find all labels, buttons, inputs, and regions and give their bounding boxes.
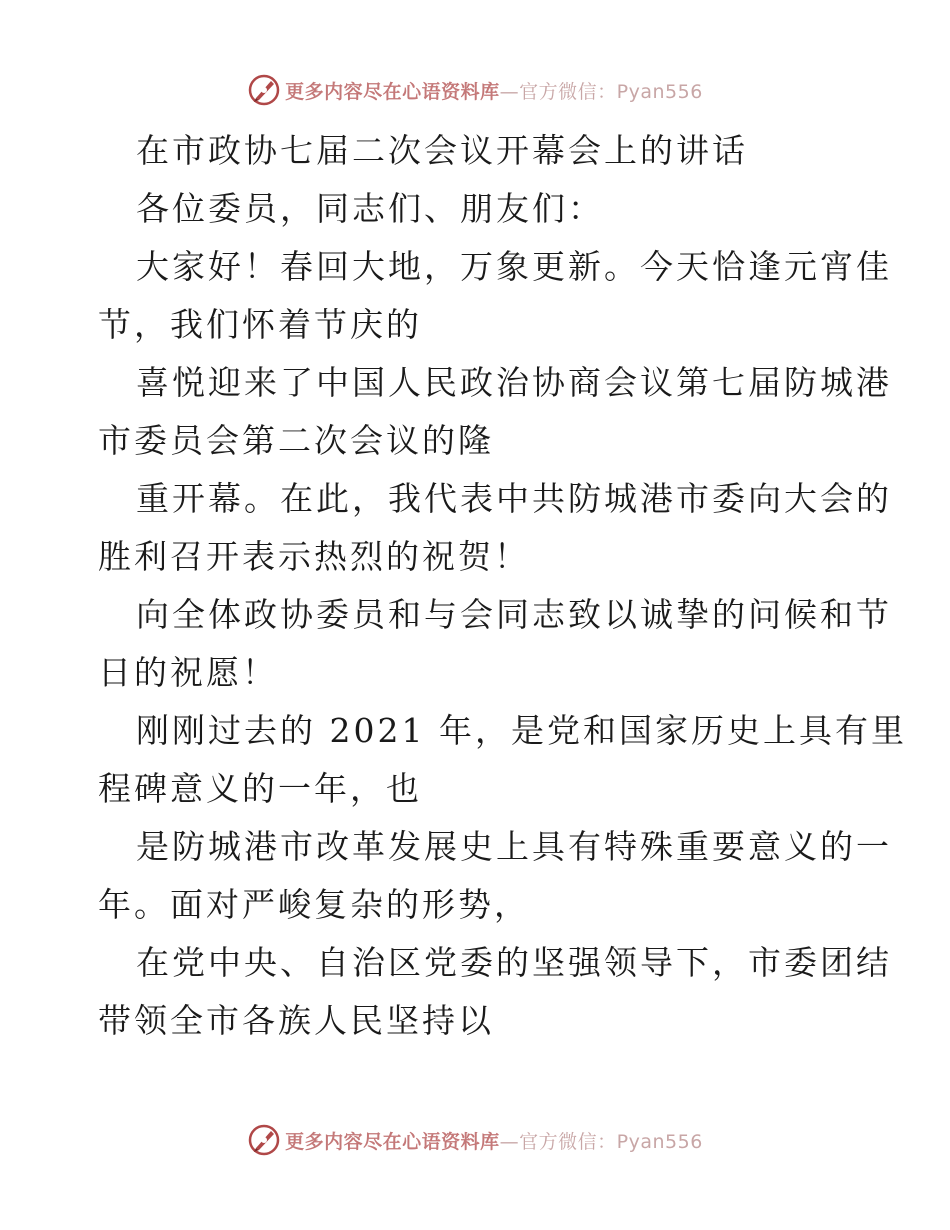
header-banner — [0, 70, 950, 110]
quill-pen-logo-icon — [247, 1123, 281, 1157]
paragraph-line: 向全体政协委员和与会同志致以诚挚的问候和节 — [136, 595, 892, 634]
footer-separator: — — [499, 1130, 520, 1153]
header-banner-text — [285, 77, 703, 104]
header-separator: — — [499, 80, 520, 103]
paragraph-line: 年。面对严峻复杂的形势， — [98, 885, 530, 924]
footer-banner — [0, 1120, 950, 1160]
paragraph-line: 程碑意义的一年，也 — [98, 769, 422, 808]
paragraph-line: 胜利召开表示热烈的祝贺！ — [98, 537, 530, 576]
paragraph-line: 是防城港市改革发展史上具有特殊重要意义的一 — [136, 827, 892, 866]
footer-banner-text — [285, 1127, 703, 1154]
paragraph-line: 重开幕。在此，我代表中共防城港市委向大会的 — [136, 479, 892, 518]
paragraph-line: 在党中央、自治区党委的坚强领导下，市委团结 — [136, 943, 892, 982]
paragraph-line: 节，我们怀着节庆的 — [98, 305, 422, 344]
footer-brand: 更多内容尽在心语资料库 — [285, 1130, 500, 1153]
document-body — [98, 122, 907, 1050]
footer-wechat: 官方微信：Pyan556 — [519, 1130, 703, 1153]
header-brand: 更多内容尽在心语资料库 — [285, 80, 500, 103]
header-wechat: 官方微信：Pyan556 — [519, 80, 703, 103]
paragraph-line: 各位委员，同志们、朋友们： — [136, 189, 604, 228]
paragraph-line: 刚刚过去的 2021 年，是党和国家历史上具有里 — [136, 711, 907, 750]
paragraph-line: 日的祝愿！ — [98, 653, 278, 692]
document-title: 在市政协七届二次会议开幕会上的讲话 — [136, 131, 748, 170]
quill-pen-logo-icon — [247, 73, 281, 107]
paragraph-line: 喜悦迎来了中国人民政治协商会议第七届防城港 — [136, 363, 892, 402]
paragraph-line: 大家好！春回大地，万象更新。今天恰逢元宵佳 — [136, 247, 892, 286]
paragraph-line: 市委员会第二次会议的隆 — [98, 421, 494, 460]
paragraph-line: 带领全市各族人民坚持以 — [98, 1001, 494, 1040]
